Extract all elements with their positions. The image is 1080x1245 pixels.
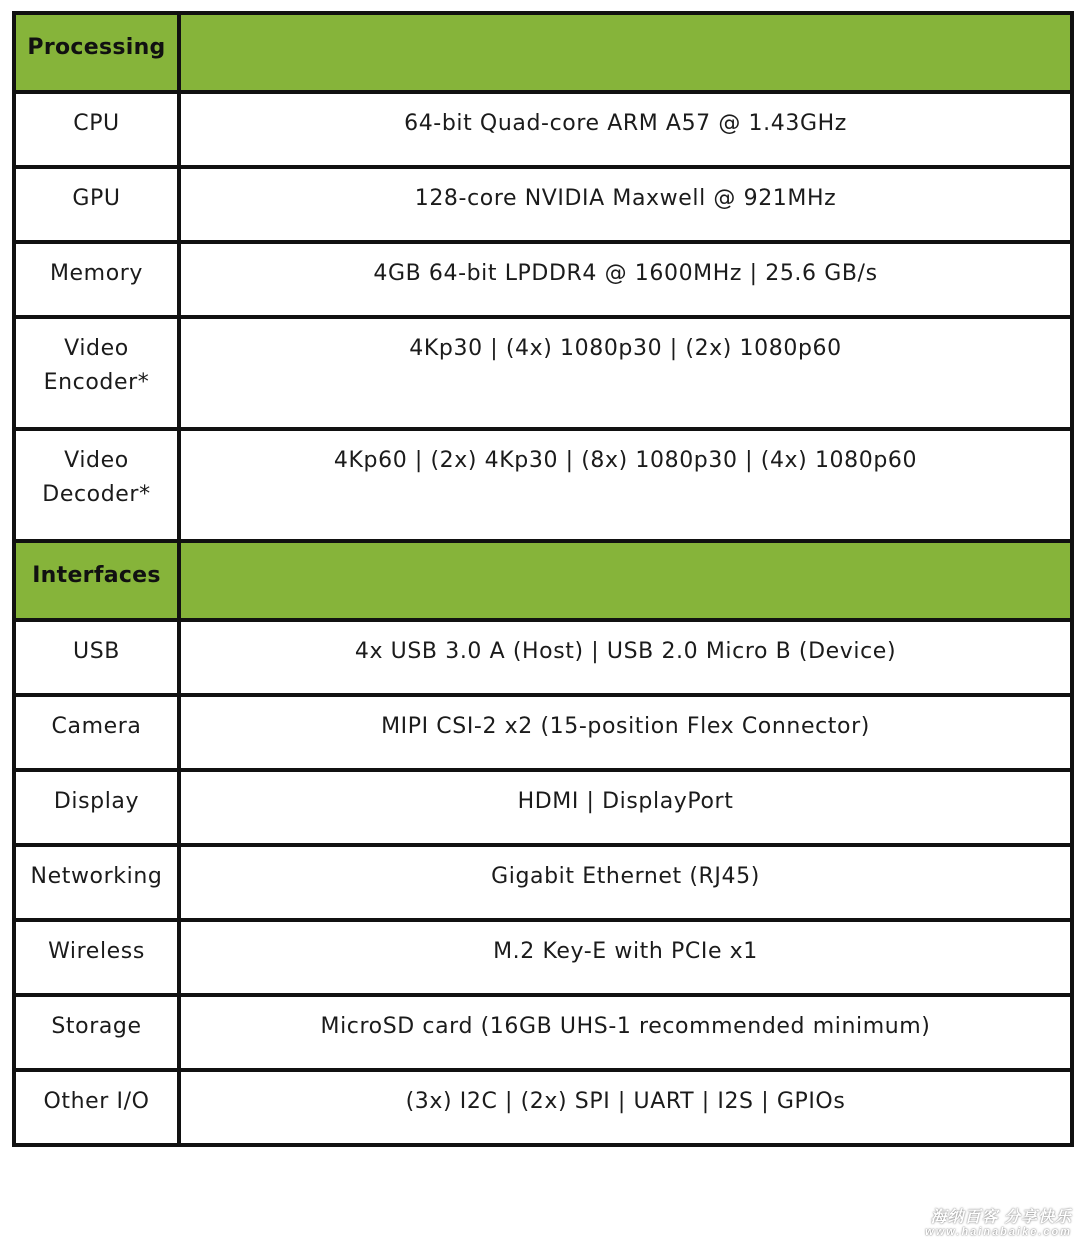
section-header-fill [179,541,1072,620]
spec-row-cpu [14,92,1072,167]
spec-label-line: Encoder* [43,370,150,395]
spec-label-line: Video [64,448,129,473]
spec-label-line: Video [64,336,129,361]
spec-value: MicroSD card (16GB UHS-1 recommended minimum) [179,995,1072,1070]
section-header-processing [14,13,1072,92]
spec-value: 4x USB 3.0 A (Host) | USB 2.0 Micro B (Device) [179,620,1072,695]
spec-label [14,429,179,541]
spec-value: 4Kp30 | (4x) 1080p30 | (2x) 1080p60 [179,317,1072,429]
spec-row-display [14,770,1072,845]
section-header-fill [179,13,1072,92]
spec-value: 64-bit Quad-core ARM A57 @ 1.43GHz [179,92,1072,167]
spec-row-networking [14,845,1072,920]
spec-label: Camera [14,695,179,770]
spec-row-video-decoder [14,429,1072,541]
spec-value: M.2 Key-E with PCIe x1 [179,920,1072,995]
spec-row-gpu [14,167,1072,242]
spec-row-wireless [14,920,1072,995]
spec-row-memory [14,242,1072,317]
spec-label: Wireless [14,920,179,995]
section-title: Interfaces [14,541,179,620]
spec-row-usb [14,620,1072,695]
spec-table [12,11,1074,1147]
section-title: Processing [14,13,179,92]
spec-label: Display [14,770,179,845]
spec-label-line: Decoder* [42,482,151,507]
spec-label: Memory [14,242,179,317]
watermark-text: 海纳百客 分享快乐 [930,1209,1072,1226]
spec-value: HDMI | DisplayPort [179,770,1072,845]
spec-value: (3x) I2C | (2x) SPI | UART | I2S | GPIOs [179,1070,1072,1145]
spec-label: GPU [14,167,179,242]
spec-value: MIPI CSI-2 x2 (15-position Flex Connector) [179,695,1072,770]
spec-label: USB [14,620,179,695]
spec-label: Other I/O [14,1070,179,1145]
spec-row-video-encoder [14,317,1072,429]
spec-value: Gigabit Ethernet (RJ45) [179,845,1072,920]
spec-label: CPU [14,92,179,167]
watermark [925,1211,1072,1239]
watermark-url: www.hainabaike.com [925,1226,1072,1238]
spec-row-camera [14,695,1072,770]
spec-value: 4GB 64-bit LPDDR4 @ 1600MHz | 25.6 GB/s [179,242,1072,317]
spec-row-other-io [14,1070,1072,1145]
spec-value: 4Kp60 | (2x) 4Kp30 | (8x) 1080p30 | (4x) 1080p60 [179,429,1072,541]
spec-label: Networking [14,845,179,920]
spec-value: 128-core NVIDIA Maxwell @ 921MHz [179,167,1072,242]
spec-label: Storage [14,995,179,1070]
spec-label [14,317,179,429]
section-header-interfaces [14,541,1072,620]
spec-row-storage [14,995,1072,1070]
